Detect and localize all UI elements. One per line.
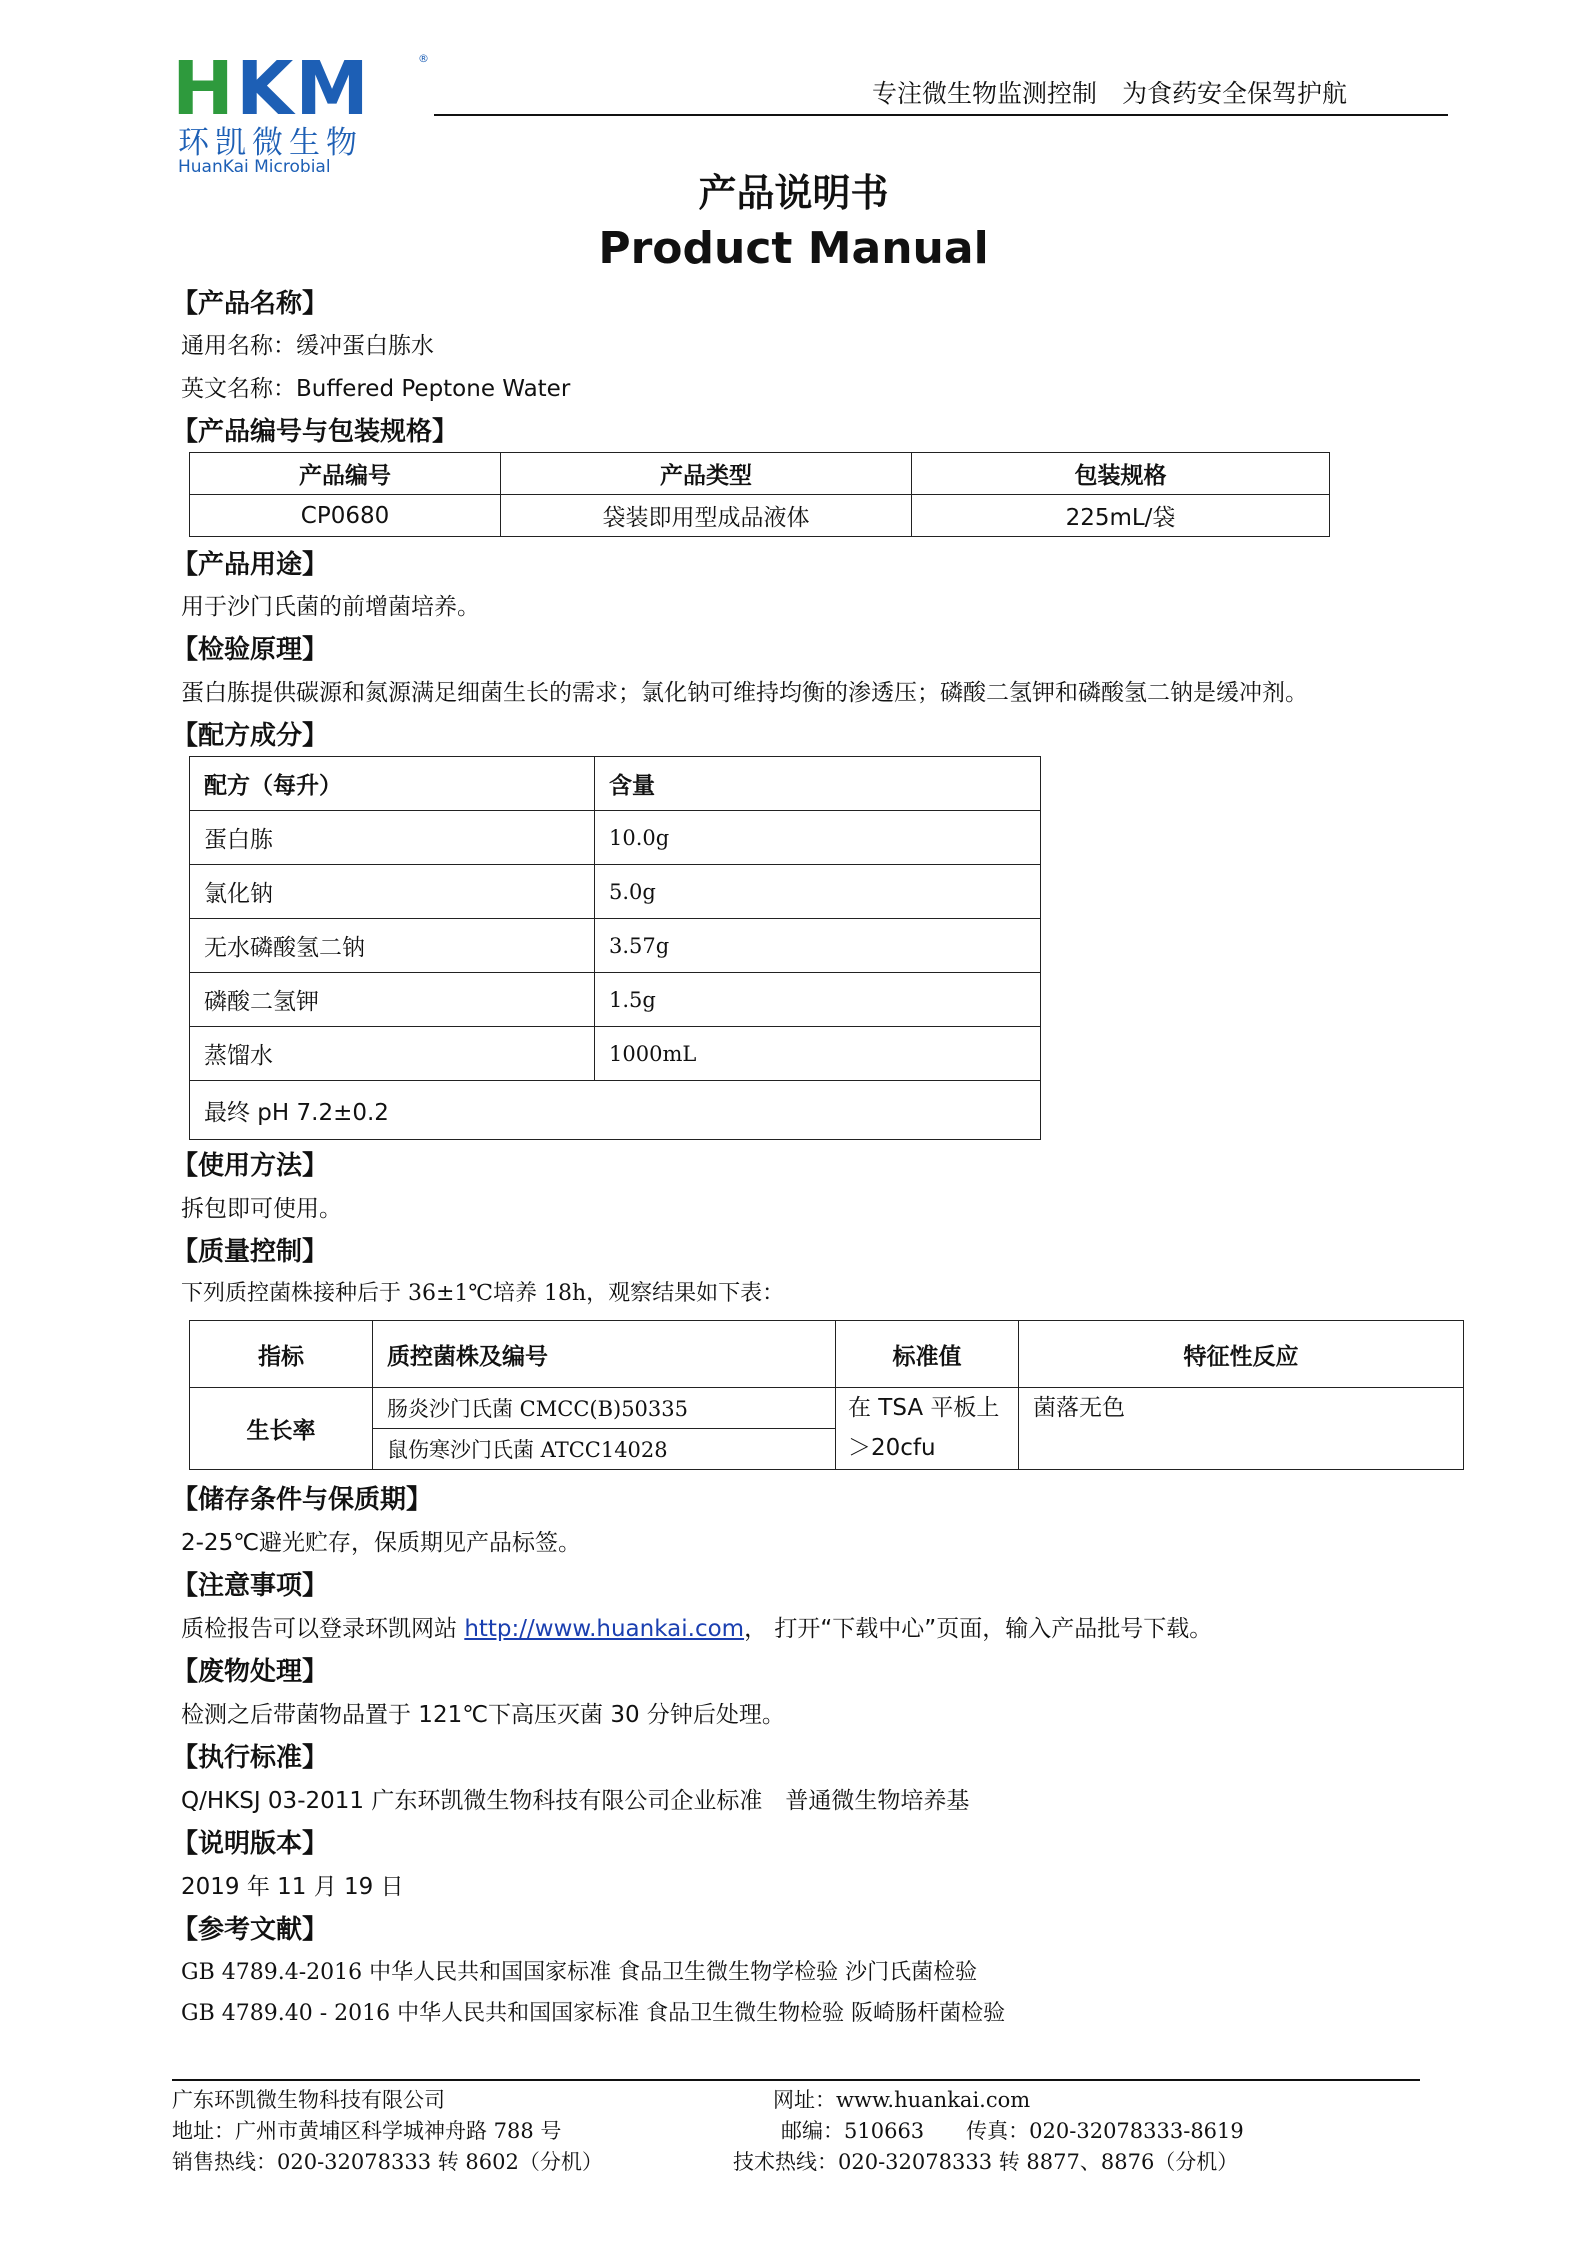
company-logo <box>172 46 432 177</box>
qc-indicator: 生长率 <box>190 1388 373 1470</box>
notes-text-suffix: ， 打开“下载中心”页面，输入产品批号下载。 <box>744 1616 1213 1642</box>
table-header-cell: 指标 <box>190 1321 373 1388</box>
table-header-cell: 质控菌株及编号 <box>373 1321 836 1388</box>
section-heading-version: 【说明版本】 <box>172 1829 329 1859</box>
table-row <box>190 1388 1464 1429</box>
qc-standard-line: 在 TSA 平板上 <box>848 1395 1000 1421</box>
usage-text: 用于沙门氏菌的前增菌培养。 <box>181 594 480 620</box>
qc-reaction: 菌落无色 <box>1019 1388 1464 1470</box>
storage-text: 2-25℃避光贮存，保质期见产品标签。 <box>181 1530 582 1556</box>
ingredient-name: 磷酸二氢钾 <box>190 973 595 1027</box>
product-code: CP0680 <box>190 495 501 537</box>
footer-sales-hotline: 销售热线：020-32078333 转 8602（分机） <box>172 2150 603 2174</box>
package-spec: 225mL/袋 <box>912 495 1330 537</box>
disposal-text: 检测之后带菌物品置于 121℃下高压灭菌 30 分钟后处理。 <box>181 1702 785 1728</box>
section-heading-usage: 【产品用途】 <box>172 550 329 580</box>
table-header-cell: 产品类型 <box>501 453 912 495</box>
section-heading-references: 【参考文献】 <box>172 1915 329 1945</box>
qc-standard-value <box>836 1388 1019 1470</box>
ingredient-amount: 5.0g <box>595 865 1041 919</box>
footer-company: 广东环凯微生物科技有限公司 <box>172 2088 445 2112</box>
qc-strain: 肠炎沙门氏菌 CMCC(B)50335 <box>373 1388 836 1429</box>
reference-item: GB 4789.40 - 2016 中华人民共和国国家标准 食品卫生微生物检验 阪崎肠杆菌检验 <box>181 2001 1006 2026</box>
table-row <box>190 1081 1041 1140</box>
footer-tech-hotline: 技术热线：020-32078333 转 8877、8876（分机） <box>733 2150 1239 2174</box>
table-header-cell: 包装规格 <box>912 453 1330 495</box>
qc-table <box>189 1320 1464 1470</box>
section-heading-disposal: 【废物处理】 <box>172 1657 329 1687</box>
table-row <box>190 1027 1041 1081</box>
common-name: 通用名称：缓冲蛋白胨水 <box>181 333 434 359</box>
table-header-cell: 特征性反应 <box>1019 1321 1464 1388</box>
table-header-row <box>190 757 1041 811</box>
logo-english-name: HuanKai Microbial <box>178 157 331 177</box>
section-heading-storage: 【储存条件与保质期】 <box>172 1485 433 1515</box>
table-row <box>190 919 1041 973</box>
table-row <box>190 865 1041 919</box>
ingredient-name: 蛋白胨 <box>190 811 595 865</box>
header-slogan: 专注微生物监测控制 为食药安全保驾护航 <box>872 79 1348 108</box>
table-header-row <box>190 453 1330 495</box>
section-heading-method: 【使用方法】 <box>172 1151 329 1181</box>
spec-table <box>189 452 1330 537</box>
logo-chinese-name: 环凯微生物 <box>178 125 363 161</box>
table-header-cell: 标准值 <box>836 1321 1019 1388</box>
footer-address: 地址：广州市黄埔区科学城神舟路 788 号 <box>172 2119 562 2143</box>
english-name: 英文名称：Buffered Peptone Water <box>181 376 571 402</box>
principle-text: 蛋白胨提供碳源和氮源满足细菌生长的需求；氯化钠可维持均衡的渗透压；磷酸二氢钾和磷酸氢二钠是缓冲剂。 <box>181 680 1308 706</box>
ingredient-amount: 1.5g <box>595 973 1041 1027</box>
ingredient-name: 蒸馏水 <box>190 1027 595 1081</box>
footer-divider <box>172 2079 1420 2081</box>
page-title-chinese: 产品说明书 <box>698 171 889 215</box>
qc-intro: 下列质控菌株接种后于 36±1℃培养 18h，观察结果如下表： <box>181 1281 785 1306</box>
final-ph: 最终 pH 7.2±0.2 <box>190 1081 1041 1140</box>
section-heading-formula: 【配方成分】 <box>172 721 329 751</box>
qc-strain: 鼠伤寒沙门氏菌 ATCC14028 <box>373 1429 836 1470</box>
ingredient-amount: 3.57g <box>595 919 1041 973</box>
formula-table <box>189 756 1041 1140</box>
page-title-english: Product Manual <box>598 223 989 274</box>
table-header-cell: 配方（每升） <box>190 757 595 811</box>
notes-text-prefix: 质检报告可以登录环凯网站 <box>181 1616 465 1642</box>
ingredient-name: 无水磷酸氢二钠 <box>190 919 595 973</box>
section-heading-notes: 【注意事项】 <box>172 1571 329 1601</box>
notes-text <box>181 1614 1212 1644</box>
table-header-cell: 含量 <box>595 757 1041 811</box>
header-divider <box>434 114 1448 116</box>
section-heading-product-name: 【产品名称】 <box>172 289 329 319</box>
product-type: 袋装即用型成品液体 <box>501 495 912 537</box>
method-text: 拆包即可使用。 <box>181 1196 342 1222</box>
version-date: 2019 年 11 月 19 日 <box>181 1874 404 1900</box>
standard-text: Q/HKSJ 03-2011 广东环凯微生物科技有限公司企业标准 普通微生物培养基 <box>181 1788 970 1814</box>
website-link[interactable]: http://www.huankai.com <box>464 1616 745 1642</box>
section-heading-standard: 【执行标准】 <box>172 1743 329 1773</box>
ingredient-name: 氯化钠 <box>190 865 595 919</box>
section-heading-spec: 【产品编号与包装规格】 <box>172 417 459 447</box>
footer-postcode-fax: 邮编：510663 传真：020-32078333-8619 <box>781 2119 1244 2143</box>
logo-registered-mark: ® <box>418 52 429 65</box>
ingredient-amount: 1000mL <box>595 1027 1041 1081</box>
table-header-row <box>190 1321 1464 1388</box>
table-row <box>190 495 1330 537</box>
table-header-cell: 产品编号 <box>190 453 501 495</box>
table-row <box>190 811 1041 865</box>
section-heading-quality-control: 【质量控制】 <box>172 1237 329 1267</box>
qc-standard-line: ＞20cfu <box>848 1435 936 1461</box>
logo-mark: HKM <box>172 46 371 132</box>
ingredient-amount: 10.0g <box>595 811 1041 865</box>
section-heading-principle: 【检验原理】 <box>172 635 329 665</box>
footer-website: 网址：www.huankai.com <box>773 2088 1031 2112</box>
reference-item: GB 4789.4-2016 中华人民共和国国家标准 食品卫生微生物学检验 沙门氏菌检验 <box>181 1960 978 1985</box>
table-row <box>190 973 1041 1027</box>
